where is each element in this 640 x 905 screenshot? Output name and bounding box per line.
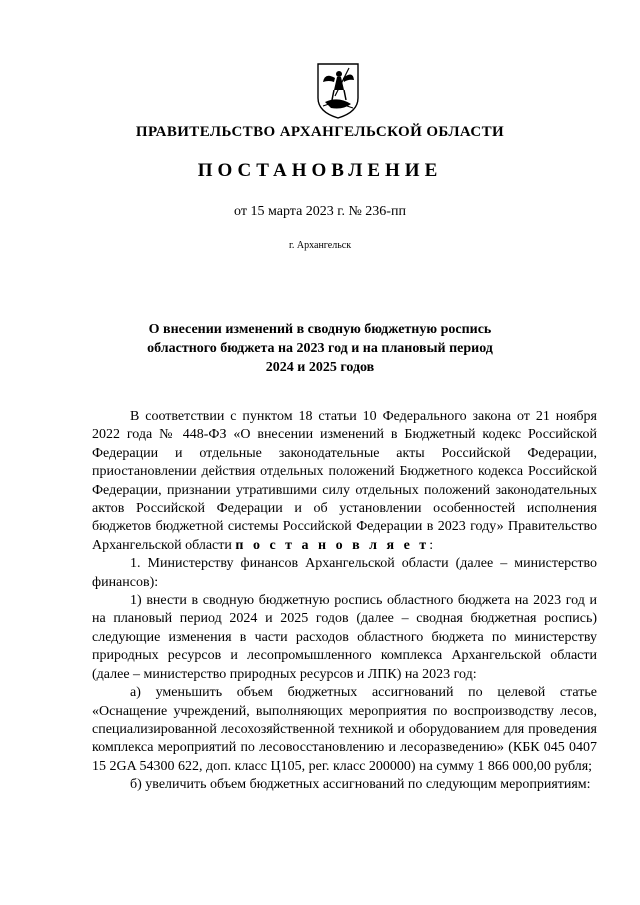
document-subject xyxy=(130,320,510,377)
city-label: г. Архангельск xyxy=(288,240,352,251)
decree-word: п о с т а н о в л я е т xyxy=(235,537,430,553)
document-date-number: от 15 марта 2023 г. № 236-пп xyxy=(234,204,406,219)
organization-title: ПРАВИТЕЛЬСТВО АРХАНГЕЛЬСКОЙ ОБЛАСТИ xyxy=(135,124,505,140)
subject-line-2: областного бюджета на 2023 год и на плановый период xyxy=(147,341,493,356)
paragraph-item-1: 1. Министерству финансов Архангельской области (далее – министерство финансов): xyxy=(92,556,597,590)
paragraph-item-a: а) уменьшить объем бюджетных ассигнований по целевой статье «Оснащение учреждений, выполняющих мероприятия по воспроизводству лесов, специализированной лесохозяйственной техникой и оборудованием для проведения комплекса мероприятий по лесовосстановлению и лесоразведению» (КБК 045 0407 15 2GA 54300 622, доп. класс Ц105, рег. класс 200000) на сумму 1 866 000,00 рубля; xyxy=(92,685,597,774)
paragraph-item-b: б) увеличить объем бюджетных ассигнований по следующим мероприятиям: xyxy=(130,777,591,793)
subject-line-1: О внесении изменений в сводную бюджетную роспись xyxy=(148,322,492,337)
preamble-text: В соответствии с пунктом 18 статьи 10 Федерального закона от 21 ноября 2022 года № 448-ФЗ «О внесении изменений в Бюджетный кодекс Российской Федерации и отдельные законодательные акты Российской Федерации, приостановлении действия отдельных положений Бюджетного кодекса Российской Федерации, признании утратившими силу отдельных положений законодательных актов Российской Федерации и об установлении особенностей исполнения бюджетов бюджетной системы Российской Федерации в 2023 году» Правительство Архангельской области xyxy=(92,409,597,553)
subject-line-3: 2024 и 2025 годов xyxy=(265,360,375,375)
paragraph-item-1-1: 1) внести в сводную бюджетную роспись областного бюджета на 2023 год и на плановый период 2024 и 2025 годов (далее – сводная бюджетная роспись) следующие изменения в части расходов областного бюджета по министерству природных ресурсов и лесопромышленного комплекса Архангельской области (далее – министерство природных ресурсов и ЛПК) на 2023 год: xyxy=(92,593,597,682)
document-type-title: ПОСТАНОВЛЕНИЕ xyxy=(197,160,443,181)
decree-colon: : xyxy=(429,537,434,553)
arkhangelsk-coat-of-arms-icon xyxy=(313,60,363,120)
document-body xyxy=(92,408,597,795)
preamble-paragraph xyxy=(92,408,597,555)
